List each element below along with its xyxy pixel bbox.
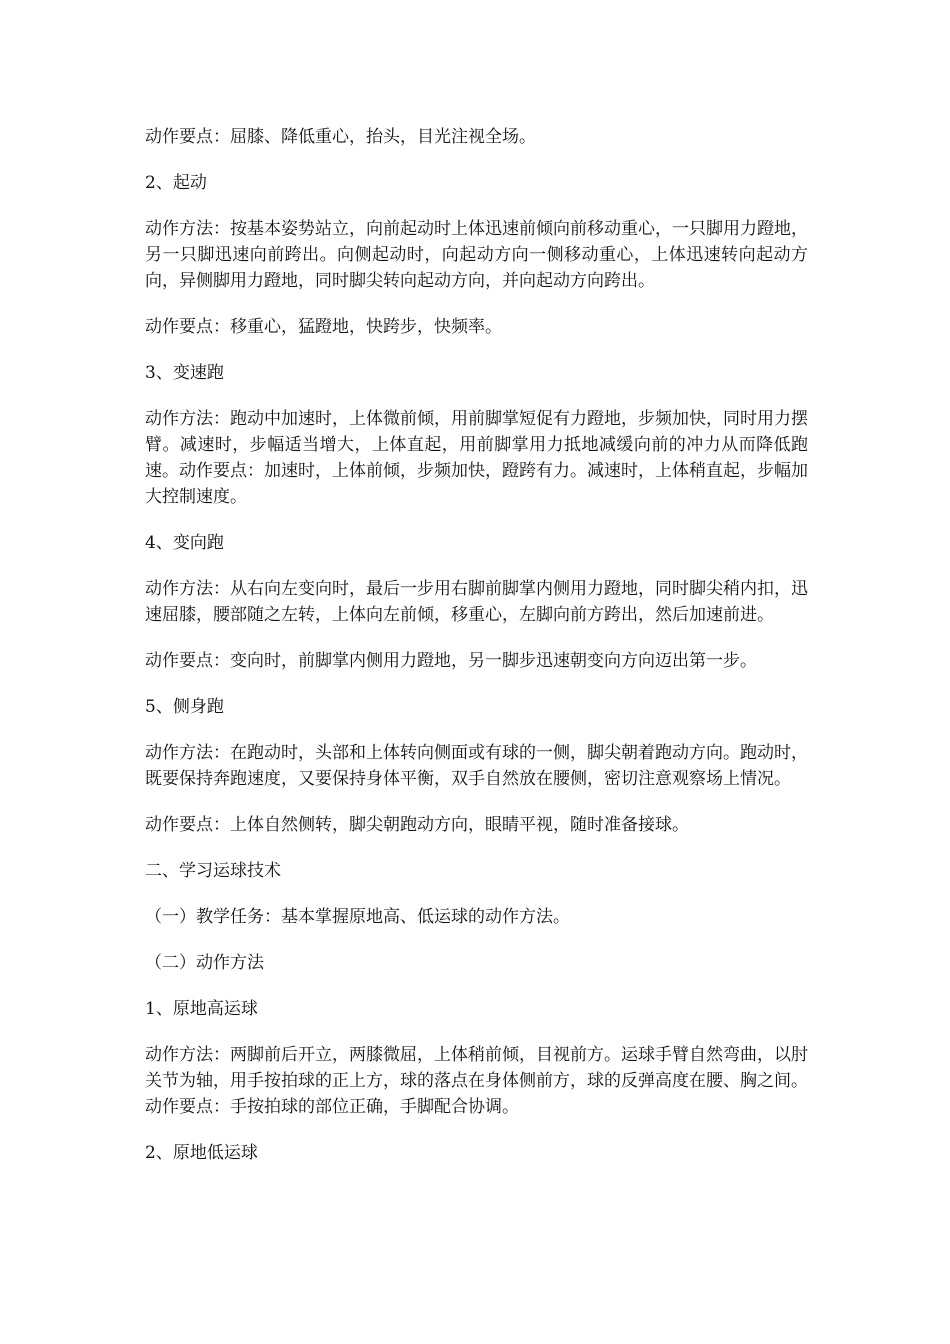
document-body bbox=[145, 124, 808, 1186]
heading-variable-speed-run: 3、变速跑 bbox=[145, 363, 224, 383]
paragraph-side-run-method: 动作方法：在跑动时，头部和上体转向侧面或有球的一侧，脚尖朝着跑动方向。跑动时，既要保持奔跑速度，又要保持身体平衡，双手自然放在腰侧，密切注意观察场上情况。 bbox=[145, 743, 808, 789]
paragraph-start-key-points: 动作要点：移重心，猛蹬地，快跨步，快频率。 bbox=[145, 317, 502, 337]
paragraph-high-dribble-method: 动作方法：两脚前后开立，两膝微屈，上体稍前倾，目视前方。运球手臂自然弯曲，以肘关节为轴，用手按拍球的正上方，球的落点在身体侧前方，球的反弹高度在腰、胸之间。动作要点：手按拍球的部位正确，手脚配合协调。 bbox=[145, 1045, 808, 1117]
heading-start: 2、起动 bbox=[145, 173, 207, 193]
heading-action-method: （二）动作方法 bbox=[145, 953, 264, 973]
heading-stationary-high-dribble: 1、原地高运球 bbox=[145, 999, 258, 1019]
heading-direction-change-run: 4、变向跑 bbox=[145, 533, 224, 553]
heading-teaching-task: （一）教学任务：基本掌握原地高、低运球的动作方法。 bbox=[145, 907, 570, 927]
paragraph-key-points-ready-stance: 动作要点：屈膝、降低重心，抬头，目光注视全场。 bbox=[145, 127, 536, 147]
paragraph-variable-speed-method: 动作方法：跑动中加速时，上体微前倾，用前脚掌短促有力蹬地，步频加快，同时用力摆臂。减速时，步幅适当增大，上体直起，用前脚掌用力抵地减缓向前的冲力从而降低跑速。动作要点：加速时，上体前倾，步频加快，蹬跨有力。减速时，上体稍直起，步幅加大控制速度。 bbox=[145, 409, 808, 507]
heading-stationary-low-dribble: 2、原地低运球 bbox=[145, 1143, 258, 1163]
heading-dribbling-technique: 二、学习运球技术 bbox=[145, 861, 281, 881]
paragraph-direction-change-key-points: 动作要点：变向时，前脚掌内侧用力蹬地，另一脚步迅速朝变向方向迈出第一步。 bbox=[145, 651, 757, 671]
paragraph-side-run-key-points: 动作要点：上体自然侧转，脚尖朝跑动方向，眼睛平视，随时准备接球。 bbox=[145, 815, 689, 835]
paragraph-start-method: 动作方法：按基本姿势站立，向前起动时上体迅速前倾向前移动重心，一只脚用力蹬地，另一只脚迅速向前跨出。向侧起动时，向起动方向一侧移动重心，上体迅速转向起动方向，异侧脚用力蹬地，同时脚尖转向起动方向，并向起动方向跨出。 bbox=[145, 219, 808, 291]
paragraph-direction-change-method: 动作方法：从右向左变向时，最后一步用右脚前脚掌内侧用力蹬地，同时脚尖稍内扣，迅速屈膝，腰部随之左转，上体向左前倾，移重心，左脚向前方跨出，然后加速前进。 bbox=[145, 579, 808, 625]
heading-side-run: 5、侧身跑 bbox=[145, 697, 224, 717]
